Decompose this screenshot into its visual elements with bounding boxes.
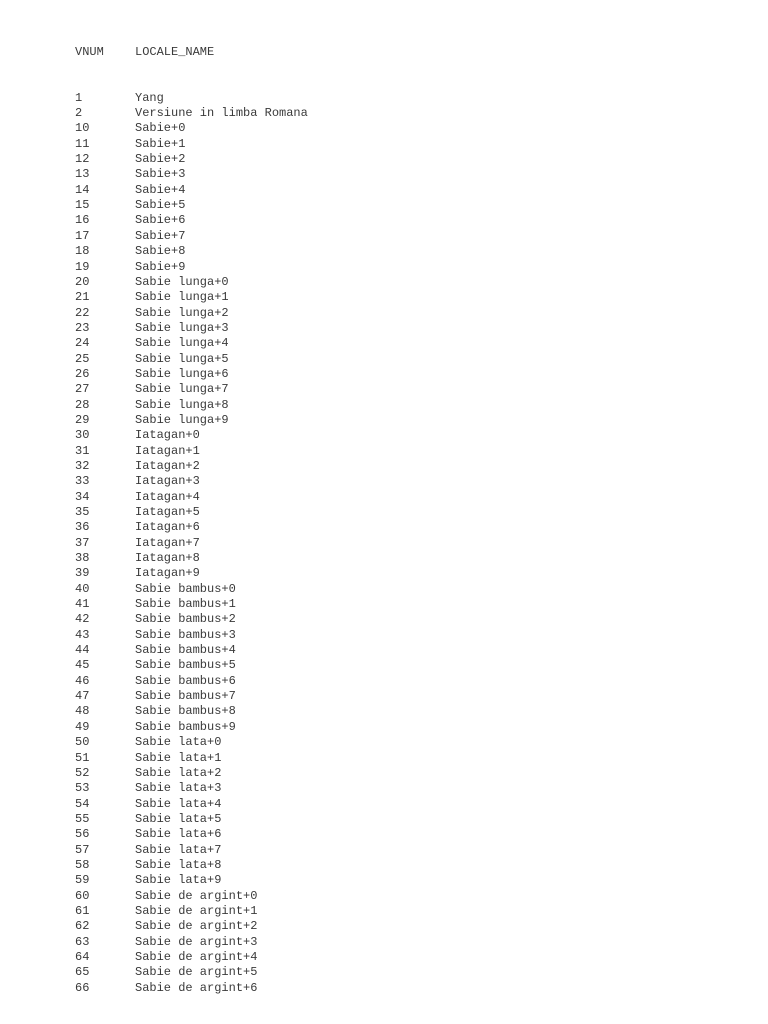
vnum-cell: 17	[75, 228, 90, 243]
vnum-cell: 10	[75, 121, 90, 136]
table-row	[75, 919, 308, 934]
locale-name-cell: Sabie lunga+5	[135, 351, 229, 366]
vnum-cell: 44	[75, 643, 90, 658]
locale-name-cell: Sabie lata+5	[135, 811, 222, 826]
locale-name-cell: Sabie lata+0	[135, 735, 222, 750]
table-row	[75, 213, 308, 228]
table-row	[75, 382, 308, 397]
vnum-cell: 40	[75, 581, 90, 596]
table-row	[75, 582, 308, 597]
vnum-cell: 37	[75, 535, 90, 550]
table-row	[75, 306, 308, 321]
vnum-cell: 66	[75, 980, 90, 995]
vnum-cell: 28	[75, 397, 90, 412]
vnum-cell: 25	[75, 351, 90, 366]
table-row	[75, 551, 308, 566]
vnum-cell: 58	[75, 857, 90, 872]
locale-name-cell: Sabie lata+8	[135, 857, 222, 872]
vnum-cell: 56	[75, 827, 90, 842]
vnum-cell: 61	[75, 903, 90, 918]
vnum-cell: 49	[75, 719, 90, 734]
table-row	[75, 459, 308, 474]
vnum-cell: 13	[75, 167, 90, 182]
vnum-cell: 43	[75, 627, 90, 642]
table-row	[75, 275, 308, 290]
locale-name-cell: Iatagan+7	[135, 535, 200, 550]
locale-name-cell: Sabie de argint+2	[135, 919, 258, 934]
locale-name-cell: Sabie bambus+5	[135, 658, 236, 673]
vnum-cell: 41	[75, 597, 90, 612]
locale-name-cell: Sabie bambus+0	[135, 581, 236, 596]
vnum-cell: 32	[75, 458, 90, 473]
table-row	[75, 152, 308, 167]
locale-name-cell: Sabie+3	[135, 167, 186, 182]
vnum-cell: 45	[75, 658, 90, 673]
vnum-cell: 51	[75, 750, 90, 765]
vnum-cell: 34	[75, 489, 90, 504]
locale-name-cell: Sabie+4	[135, 182, 186, 197]
vnum-cell: 24	[75, 336, 90, 351]
vnum-cell: 62	[75, 919, 90, 934]
vnum-cell: 22	[75, 305, 90, 320]
locale-name-cell: Iatagan+9	[135, 566, 200, 581]
table-row	[75, 244, 308, 259]
vnum-cell: 11	[75, 136, 90, 151]
locale-name-cell: Sabie lunga+6	[135, 366, 229, 381]
locale-name-cell: Sabie+5	[135, 198, 186, 213]
table-row	[75, 367, 308, 382]
locale-name-cell: Sabie lata+2	[135, 765, 222, 780]
locale-name-cell: Sabie lata+6	[135, 827, 222, 842]
locale-name-cell: Sabie de argint+3	[135, 934, 258, 949]
table-row	[75, 352, 308, 367]
locale-name-column-header: LOCALE_NAME	[135, 44, 215, 59]
table-row	[75, 950, 308, 965]
locale-name-cell: Iatagan+8	[135, 551, 200, 566]
locale-name-cell: Iatagan+3	[135, 474, 200, 489]
locale-name-cell: Sabie+7	[135, 228, 186, 243]
vnum-cell: 54	[75, 796, 90, 811]
table-row	[75, 229, 308, 244]
locale-name-cell: Sabie lunga+3	[135, 320, 229, 335]
locale-name-cell: Iatagan+2	[135, 458, 200, 473]
table-row	[75, 628, 308, 643]
table-row	[75, 781, 308, 796]
vnum-cell: 15	[75, 198, 90, 213]
vnum-cell: 52	[75, 765, 90, 780]
locale-name-cell: Sabie+9	[135, 259, 186, 274]
vnum-cell: 36	[75, 520, 90, 535]
table-row	[75, 321, 308, 336]
locale-name-cell: Sabie de argint+0	[135, 888, 258, 903]
vnum-cell: 27	[75, 382, 90, 397]
table-row	[75, 413, 308, 428]
table-row	[75, 751, 308, 766]
locale-name-cell: Sabie+0	[135, 121, 186, 136]
locale-name-cell: Sabie lata+7	[135, 842, 222, 857]
table-row	[75, 858, 308, 873]
locale-name-cell: Sabie lata+4	[135, 796, 222, 811]
table-row	[75, 428, 308, 443]
vnum-cell: 65	[75, 965, 90, 980]
vnum-cell: 64	[75, 949, 90, 964]
vnum-cell: 46	[75, 673, 90, 688]
table-row	[75, 260, 308, 275]
table-row	[75, 444, 308, 459]
table-row	[75, 106, 308, 121]
locale-name-cell: Sabie lata+9	[135, 873, 222, 888]
locale-name-cell: Sabie bambus+1	[135, 597, 236, 612]
table-row	[75, 674, 308, 689]
table-row	[75, 904, 308, 919]
vnum-cell: 12	[75, 152, 90, 167]
locale-name-cell: Yang	[135, 90, 164, 105]
table-row	[75, 612, 308, 627]
locale-name-cell: Iatagan+5	[135, 505, 200, 519]
vnum-cell: 23	[75, 320, 90, 335]
table-row	[75, 658, 308, 673]
locale-name-cell: Sabie lunga+0	[135, 274, 229, 289]
vnum-cell: 16	[75, 213, 90, 228]
vnum-cell: 63	[75, 934, 90, 949]
locale-name-cell: Sabie de argint+6	[135, 980, 258, 995]
table-row	[75, 474, 308, 489]
locale-name-cell: Sabie lata+3	[135, 781, 222, 796]
vnum-cell: 35	[75, 505, 90, 519]
locale-name-cell: Sabie lunga+1	[135, 290, 229, 305]
locale-name-cell: Sabie lunga+7	[135, 382, 229, 397]
locale-name-cell: Sabie de argint+4	[135, 949, 258, 964]
vnum-cell: 39	[75, 566, 90, 581]
item-names-table	[75, 14, 308, 1011]
vnum-cell: 60	[75, 888, 90, 903]
table-row	[75, 873, 308, 888]
table-row	[75, 183, 308, 198]
vnum-cell: 55	[75, 811, 90, 826]
vnum-cell: 29	[75, 412, 90, 427]
locale-name-cell: Sabie+1	[135, 136, 186, 151]
locale-name-cell: Sabie+6	[135, 213, 186, 228]
locale-name-cell: Sabie lunga+2	[135, 305, 229, 320]
table-row	[75, 566, 308, 581]
vnum-cell: 1	[75, 90, 83, 105]
vnum-cell: 38	[75, 551, 90, 566]
table-row	[75, 766, 308, 781]
table-row	[75, 843, 308, 858]
table-row	[75, 720, 308, 735]
vnum-cell: 14	[75, 182, 90, 197]
table-row	[75, 965, 308, 980]
vnum-cell: 48	[75, 704, 90, 719]
table-row	[75, 490, 308, 505]
vnum-cell: 42	[75, 612, 90, 627]
locale-name-cell: Sabie bambus+9	[135, 719, 236, 734]
locale-name-cell: Sabie lunga+9	[135, 412, 229, 427]
table-row	[75, 735, 308, 750]
locale-name-cell: Sabie de argint+1	[135, 903, 258, 918]
locale-name-cell: Sabie bambus+3	[135, 627, 236, 642]
table-row	[75, 689, 308, 704]
table-row	[75, 597, 308, 612]
locale-name-cell: Iatagan+0	[135, 428, 200, 443]
locale-name-cell: Sabie bambus+4	[135, 643, 236, 658]
locale-name-cell: Sabie+8	[135, 244, 186, 259]
table-row	[75, 336, 308, 351]
vnum-cell: 19	[75, 259, 90, 274]
vnum-cell: 20	[75, 274, 90, 289]
table-row	[75, 290, 308, 305]
table-row	[75, 398, 308, 413]
locale-name-cell: Sabie bambus+7	[135, 689, 236, 704]
locale-name-cell: Sabie lunga+8	[135, 397, 229, 412]
table-row	[75, 121, 308, 136]
table-row	[75, 91, 308, 106]
table-row	[75, 981, 308, 996]
vnum-column-header: VNUM	[75, 44, 104, 59]
vnum-cell: 50	[75, 735, 90, 750]
table-row	[75, 167, 308, 182]
table-body	[75, 91, 308, 996]
locale-name-cell: Sabie de argint+5	[135, 965, 258, 980]
locale-name-cell: Sabie lunga+4	[135, 336, 229, 351]
table-row	[75, 505, 308, 520]
locale-name-cell: Sabie bambus+6	[135, 673, 236, 688]
vnum-cell: 47	[75, 689, 90, 704]
table-row	[75, 812, 308, 827]
vnum-cell: 59	[75, 873, 90, 888]
table-row	[75, 520, 308, 535]
table-row	[75, 889, 308, 904]
table-row	[75, 198, 308, 213]
locale-name-cell: Sabie bambus+2	[135, 612, 236, 627]
locale-name-cell: Versiune in limba Romana	[135, 106, 308, 121]
table-row	[75, 137, 308, 152]
locale-name-cell: Sabie bambus+8	[135, 704, 236, 719]
vnum-cell: 26	[75, 366, 90, 381]
vnum-cell: 21	[75, 290, 90, 305]
table-row	[75, 827, 308, 842]
table-row	[75, 536, 308, 551]
locale-name-cell: Iatagan+4	[135, 489, 200, 504]
table-row	[75, 935, 308, 950]
table-header-row	[75, 45, 308, 60]
vnum-cell: 18	[75, 244, 90, 259]
locale-name-cell: Iatagan+1	[135, 443, 200, 458]
vnum-cell: 57	[75, 842, 90, 857]
table-row	[75, 797, 308, 812]
vnum-cell: 31	[75, 443, 90, 458]
vnum-cell: 33	[75, 474, 90, 489]
locale-name-cell: Sabie lata+1	[135, 750, 222, 765]
locale-name-cell: Sabie+2	[135, 152, 186, 167]
table-row	[75, 643, 308, 658]
vnum-cell: 53	[75, 781, 90, 796]
locale-name-cell: Iatagan+6	[135, 520, 200, 535]
vnum-cell: 2	[75, 106, 83, 121]
vnum-cell: 30	[75, 428, 90, 443]
table-row	[75, 704, 308, 719]
